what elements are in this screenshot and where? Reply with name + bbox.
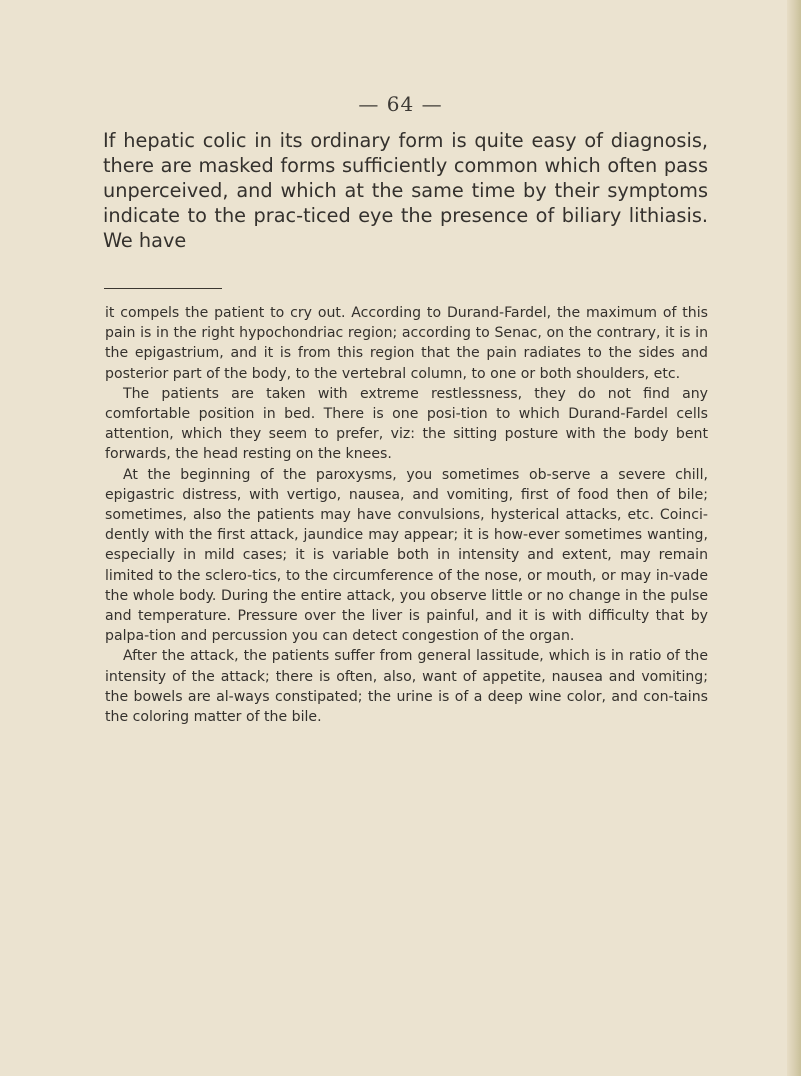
main-paragraph: If hepatic colic in its ordinary form is quite easy of diagnosis, there are masked forms sufficiently common which often pass unperceived, and which at the same time by their symptoms indicate to the prac-ticed eye the presence of biliary lithiasis. We have <box>103 129 708 252</box>
footnote-paragraph-1: it compels the patient to cry out. According to Durand-Fardel, the maximum of this pain is in the right hypochondriac region; according to Senac, on the contrary, it is in the epigastrium, and it is from this region that the pain radiates to the sides and posterior part of the body, to the vertebral column, to one or both shoulders, etc. <box>105 305 708 382</box>
page-edge-shadow <box>787 0 801 1076</box>
footnote-paragraph-4: After the attack, the patients suffer from general lassitude, which is in ratio of the intensity of the attack; there is often, also, want of appetite, nausea and vomiting; the bowels are al-ways constipated; the urine is of a deep wine color, and con-tains the coloring matter of the bile. <box>105 648 708 726</box>
footnote-paragraph-3: At the beginning of the paroxysms, you sometimes ob-serve a severe chill, epigastric distress, with vertigo, nausea, and vomiting, first of food then of bile; sometimes, also the patients may have convulsions, hysterical attacks, etc. Coinci-dently with the first attack, jaundice may appear; it is how-ever sometimes wanting, especially in mild cases; it is variable both in intensity and extent, may remain limited to the sclero-tics, to the circumference of the nose, or mouth, or may in-vade the whole body. During the entire attack, you observe little or no change in the pulse and temperature. Pressure over the liver is painful, and it is with difficulty that by palpa-tion and percussion you can detect congestion of the organ. <box>105 466 708 645</box>
footnote-separator-rule <box>104 288 222 289</box>
page-number: — 64 — <box>358 92 443 116</box>
footnote-block <box>105 303 708 727</box>
footnote-paragraph-2: The patients are taken with extreme restlessness, they do not find any comfortable position in bed. There is one posi-tion to which Durand-Fardel cells attention, which they seem to prefer, viz: the sitting posture with the body bent forwards, the head resting on the knees. <box>105 385 708 463</box>
